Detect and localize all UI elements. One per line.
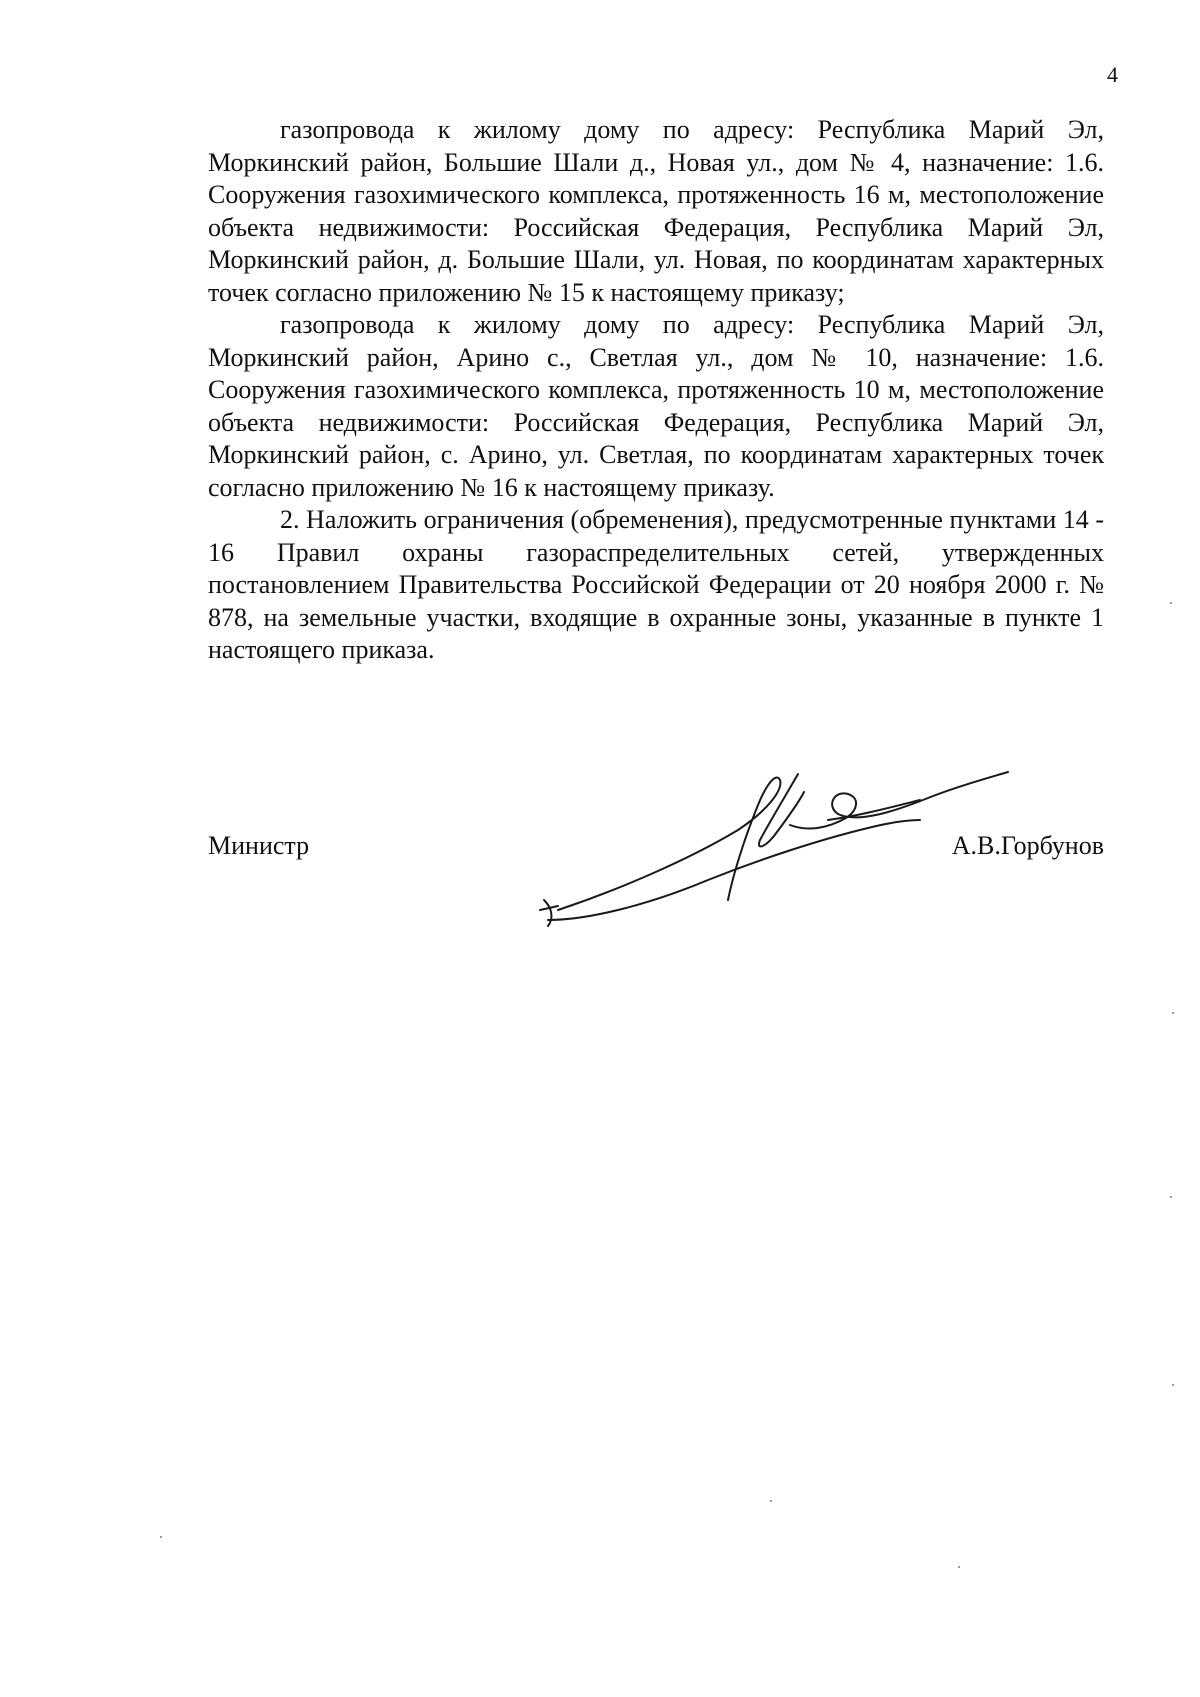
paragraph-restrictions: 2. Наложить ограничения (обременения), предусмотренные пунктами 14 - 16 Правил охраны газораспределительных сетей, утвержденных постановлением Правительства Российской Федерации от 20 ноября 2000 г. № 878, на земельные участки, входящие в охранные зоны, указанные в пункте 1 настоящего приказа. [208,505,1104,664]
scan-artifact-dot [1172,1012,1174,1014]
signatory-name: А.В.Горбунов [951,831,1104,860]
scan-artifact-dot [1170,602,1172,604]
scan-artifact-dot [770,1500,772,1502]
document-body [208,114,1104,667]
scan-artifact-dot [958,1566,960,1568]
handwritten-signature [528,770,1028,940]
paragraph-pipeline-arino: газопровода к жилому дому по адресу: Республика Марий Эл, Моркинский район, Арино с., Светлая ул., дом № 10, назначение: 1.6. Сооружения газохимического комплекса, протяженность 10 м, местоположение объекта недвижимости: Российская Федерация, Республика Марий Эл, Моркинский район, с. Арино, ул. Светлая, по координатам характерных точек согласно приложению № 16 к настоящему приказу. [208,310,1104,502]
scan-artifact-dot [1170,1196,1172,1198]
scan-artifact-dot [1172,1384,1174,1386]
signatory-role: Министр [208,831,310,860]
scan-artifact-dot [160,1536,162,1538]
paragraph-pipeline-bolshie-shali: газопровода к жилому дому по адресу: Республика Марий Эл, Моркинский район, Большие Шали д., Новая ул., дом № 4, назначение: 1.6. Сооружения газохимического комплекса, протяженность 16 м, местоположение объекта недвижимости: Российская Федерация, Республика Марий Эл, Моркинский район, д. Большие Шали, ул. Новая, по координатам характерных точек согласно приложению № 15 к настоящему приказу; [208,115,1104,307]
page-number: 4 [1107,62,1118,87]
